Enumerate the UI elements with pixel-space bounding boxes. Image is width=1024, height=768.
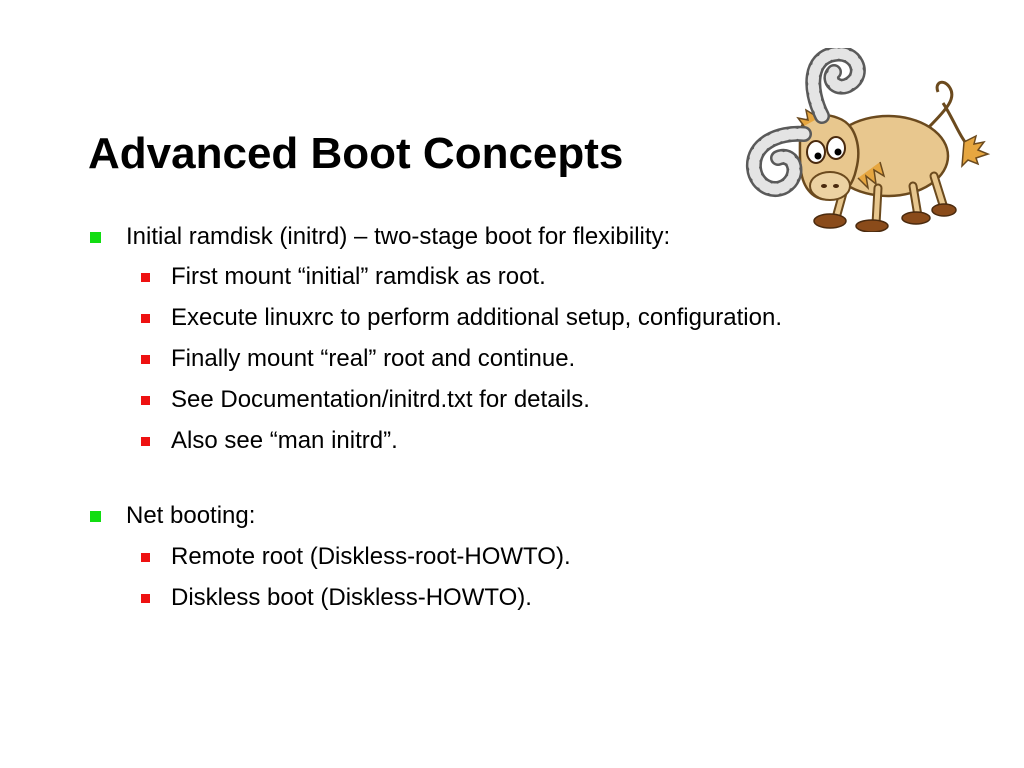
bullet-text: Net booting: [126,502,256,529]
sub-bullet-text: Remote root (Diskless-root-HOWTO). [171,543,571,570]
red-square-bullet-icon [141,314,150,323]
red-square-bullet-icon [141,594,150,603]
sub-bullet-text: Execute linuxrc to perform additional setup, configuration. [171,304,783,331]
sub-bullet-text: See Documentation/initrd.txt for details. [171,386,590,413]
bullet-text: Initial ramdisk (initrd) – two-stage boot for flexibility: [126,223,671,250]
red-square-bullet-icon [141,553,150,562]
green-square-bullet-icon [90,232,101,243]
green-square-bullet-icon [90,511,101,522]
red-square-bullet-icon [141,355,150,364]
red-square-bullet-icon [141,437,150,446]
sub-bullet-text: Diskless boot (Diskless-HOWTO). [171,584,532,611]
ram-mascot-icon [738,48,1002,232]
red-square-bullet-icon [141,273,150,282]
red-square-bullet-icon [141,396,150,405]
sub-bullet-text: First mount “initial” ramdisk as root. [171,263,546,290]
slide-title: Advanced Boot Concepts [88,129,624,178]
sub-bullet-text: Also see “man initrd”. [171,427,398,454]
sub-bullet-text: Finally mount “real” root and continue. [171,345,576,372]
